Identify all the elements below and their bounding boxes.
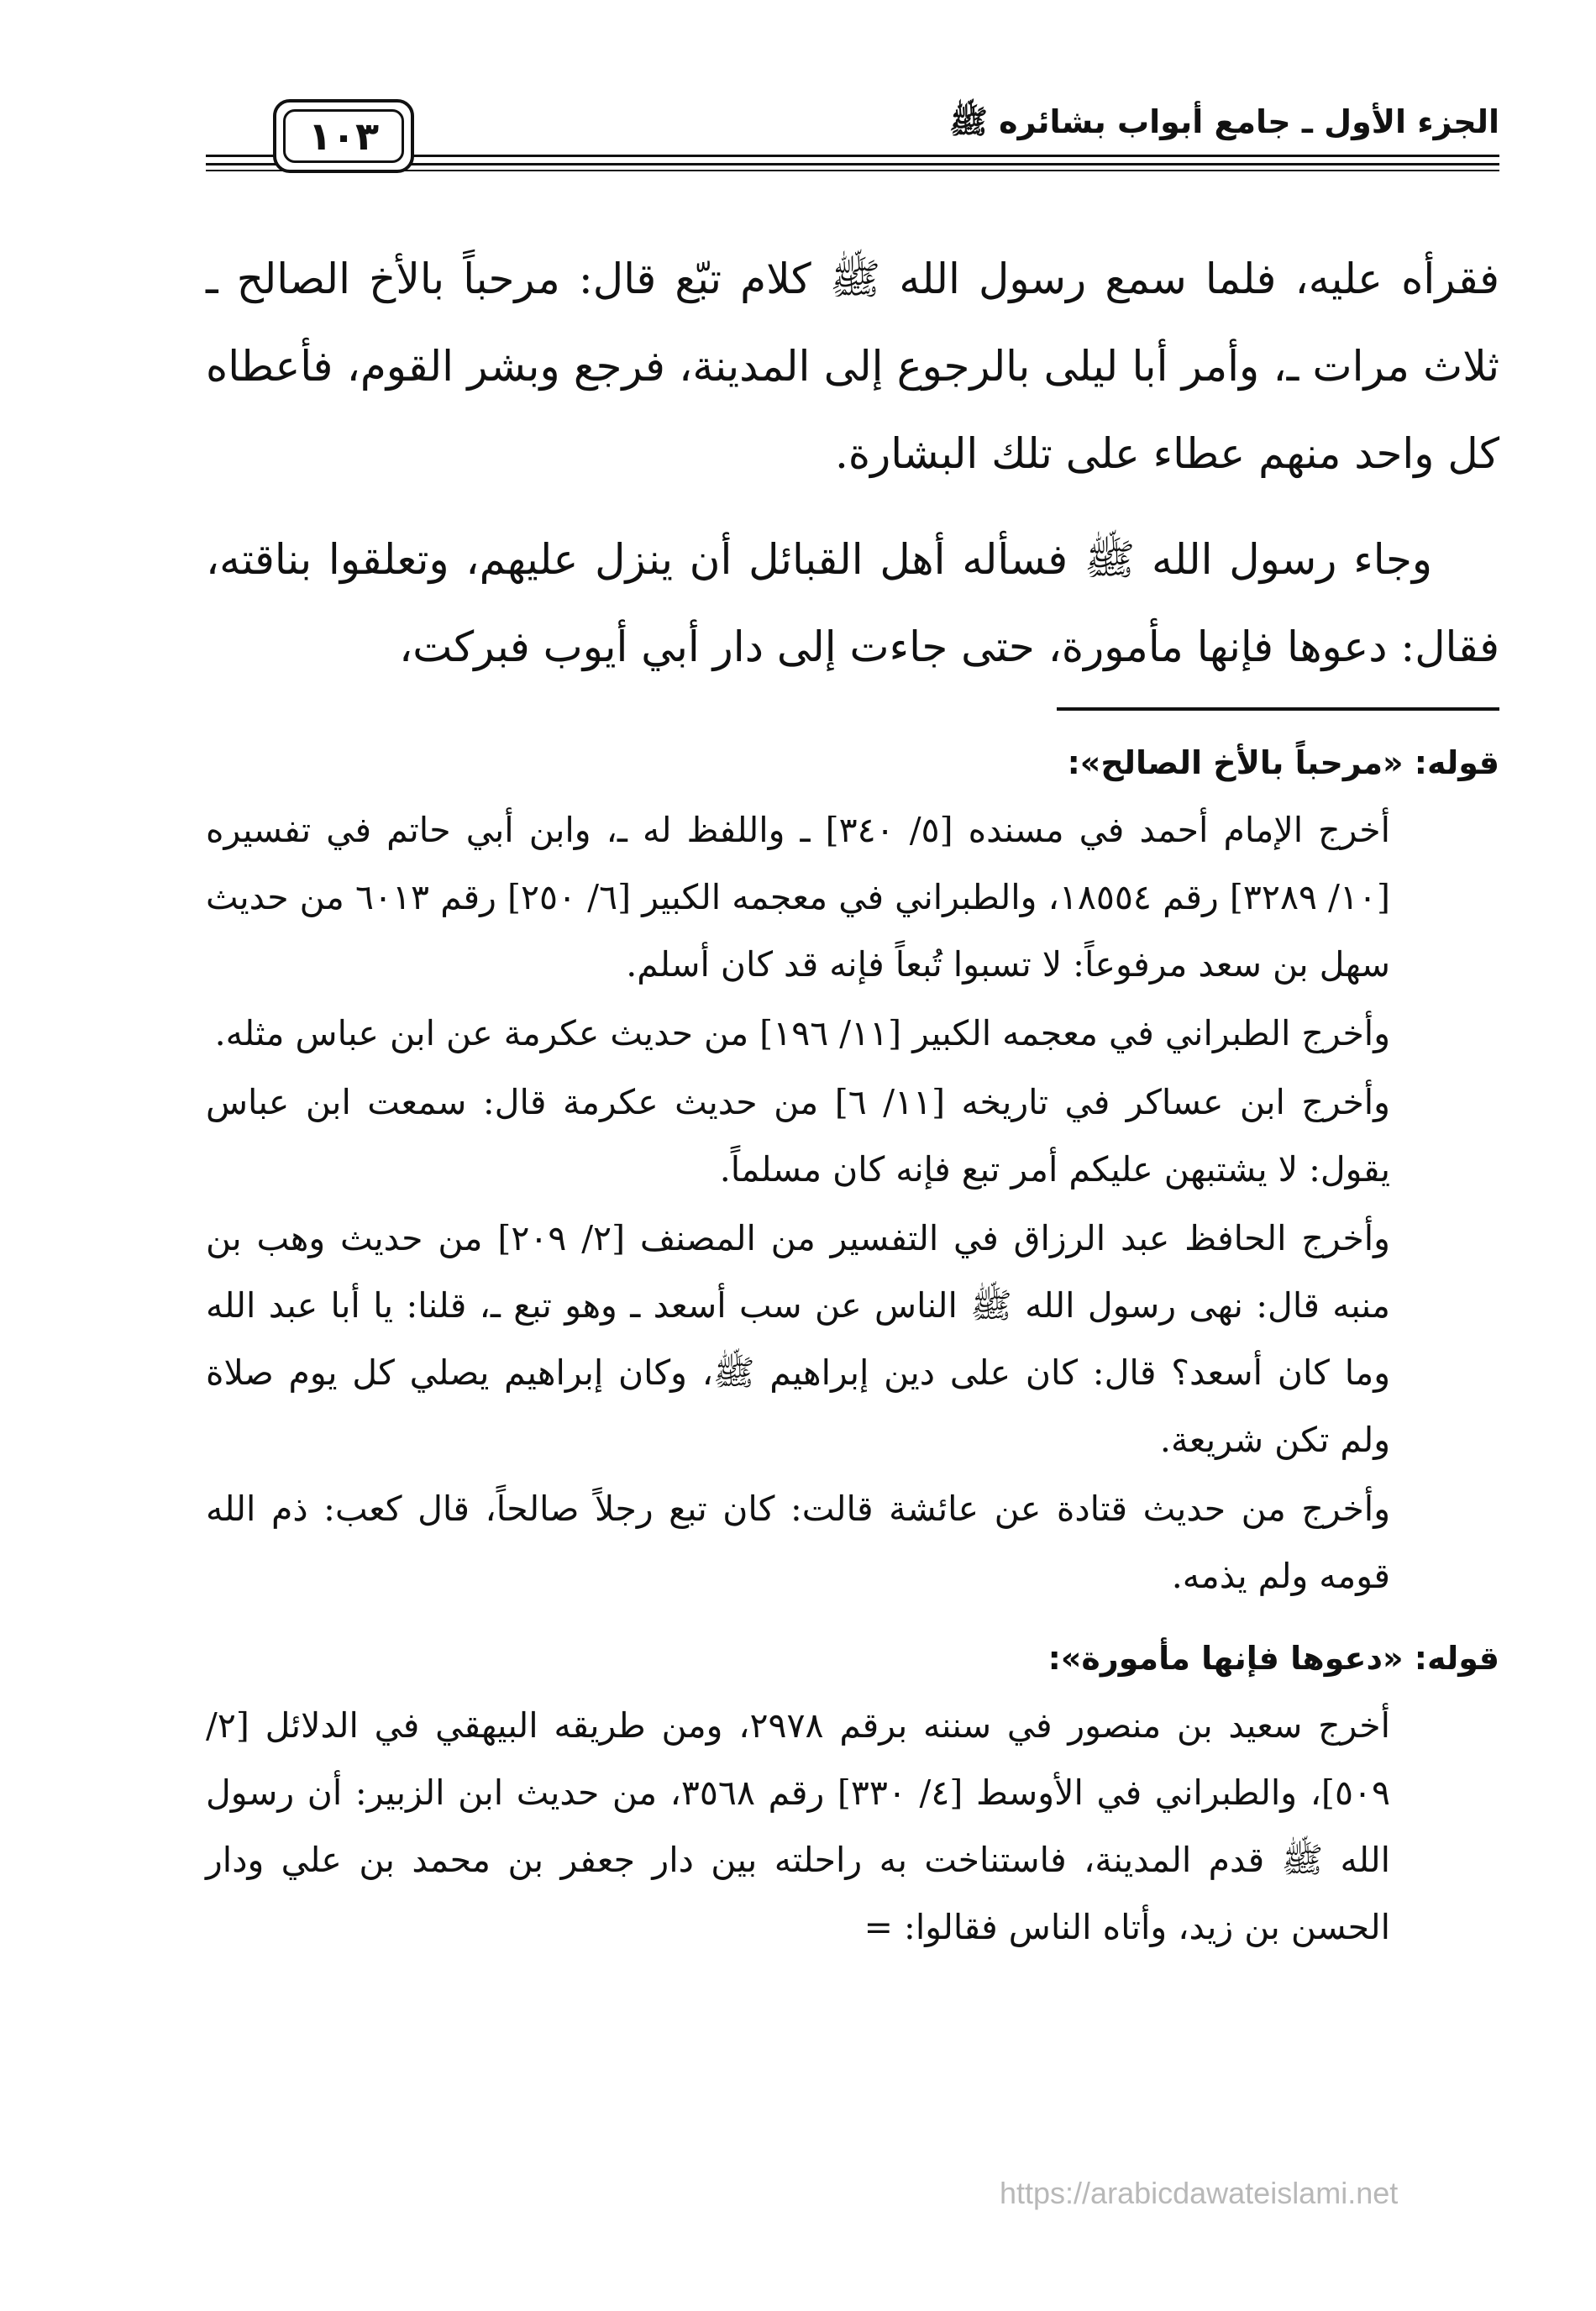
footnote-paragraph: أخرج الإمام أحمد في مسنده [٥/ ٣٤٠] ـ واللفظ له ـ، وابن أبي حاتم في تفسيره [١٠/ ٣٢٨٩] رقم ١٨٥٥٤، والطبراني في معجمه الكبير [٦/ ٢٥٠] رقم ٦٠١٣ من حديث سهل بن سعد مرفوعاً: لا تسبوا تُبعاً فإنه قد كان أسلم. [206,810,1390,985]
footnote-heading: قوله: «دعوها فإنها مأمورة»: [1047,1640,1499,1677]
watermark-url: https://arabicdawateislami.net [1000,2176,1399,2210]
page-header [206,99,1499,192]
footnotes-section [206,729,1499,1961]
main-paragraph: فقرأه عليه، فلما سمع رسول الله ﷺ كلام تبّع قال: مرحباً بالأخ الصالح ـ ثلاث مرات ـ، وأمر أبا ليلى بالرجوع إلى المدينة، فرجع وبشر القوم، فأعطاه كل واحد منهم عطاء على تلك البشارة. [206,255,1499,478]
footnote-heading: قوله: «مرحباً بالأخ الصالح»: [1067,744,1499,781]
page-number-frame [273,99,414,173]
page-number: ١٠٣ [283,109,404,163]
footnote-paragraph: وأخرج الطبراني في معجمه الكبير [١١/ ١٩٦] من حديث عكرمة عن ابن عباس مثله. [214,1013,1390,1053]
main-paragraph: وجاء رسول الله ﷺ فسأله أهل القبائل أن ينزل عليهم، وتعلقوا بناقته، فقال: دعوها فإنها مأمورة، حتى جاءت إلى دار أبي أيوب فبركت، [206,535,1499,671]
footnote-paragraph: وأخرج الحافظ عبد الرزاق في التفسير من المصنف [٢/ ٢٠٩] من حديث وهب بن منبه قال: نهى رسول الله ﷺ الناس عن سب أسعد ـ وهو تبع ـ، قلنا: يا أبا عبد الله وما كان أسعد؟ قال: كان على دين إبراهيم ﷺ، وكان إبراهيم يصلي كل يوم صلاة ولم تكن شريعة. [206,1218,1390,1460]
footnote-paragraph: وأخرج من حديث قتادة عن عائشة قالت: كان تبع رجلاً صالحاً، قال كعب: ذم الله قومه ولم يذمه. [206,1489,1390,1596]
footnote-paragraph: أخرج سعيد بن منصور في سننه برقم ٢٩٧٨، ومن طريقه البيهقي في الدلائل [٢/ ٥٠٩]، والطبراني في الأوسط [٤/ ٣٣٠] رقم ٣٥٦٨، من حديث ابن الزبير: أن رسول الله ﷺ قدم المدينة، فاستناخت به راحلته بين دار جعفر بن محمد بن علي ودار الحسن بن زيد، وأتاه الناس فقالوا: = [206,1705,1391,1947]
footnote-paragraph: وأخرج ابن عساكر في تاريخه [١١/ ٦] من حديث عكرمة قال: سمعت ابن عباس يقول: لا يشتبهن عليكم أمر تبع فإنه كان مسلماً. [206,1082,1390,1190]
running-title: الجزء الأول ـ جامع أبواب بشائره ﷺ [949,103,1499,140]
footnote-separator [1057,707,1499,711]
main-text [206,235,1499,691]
